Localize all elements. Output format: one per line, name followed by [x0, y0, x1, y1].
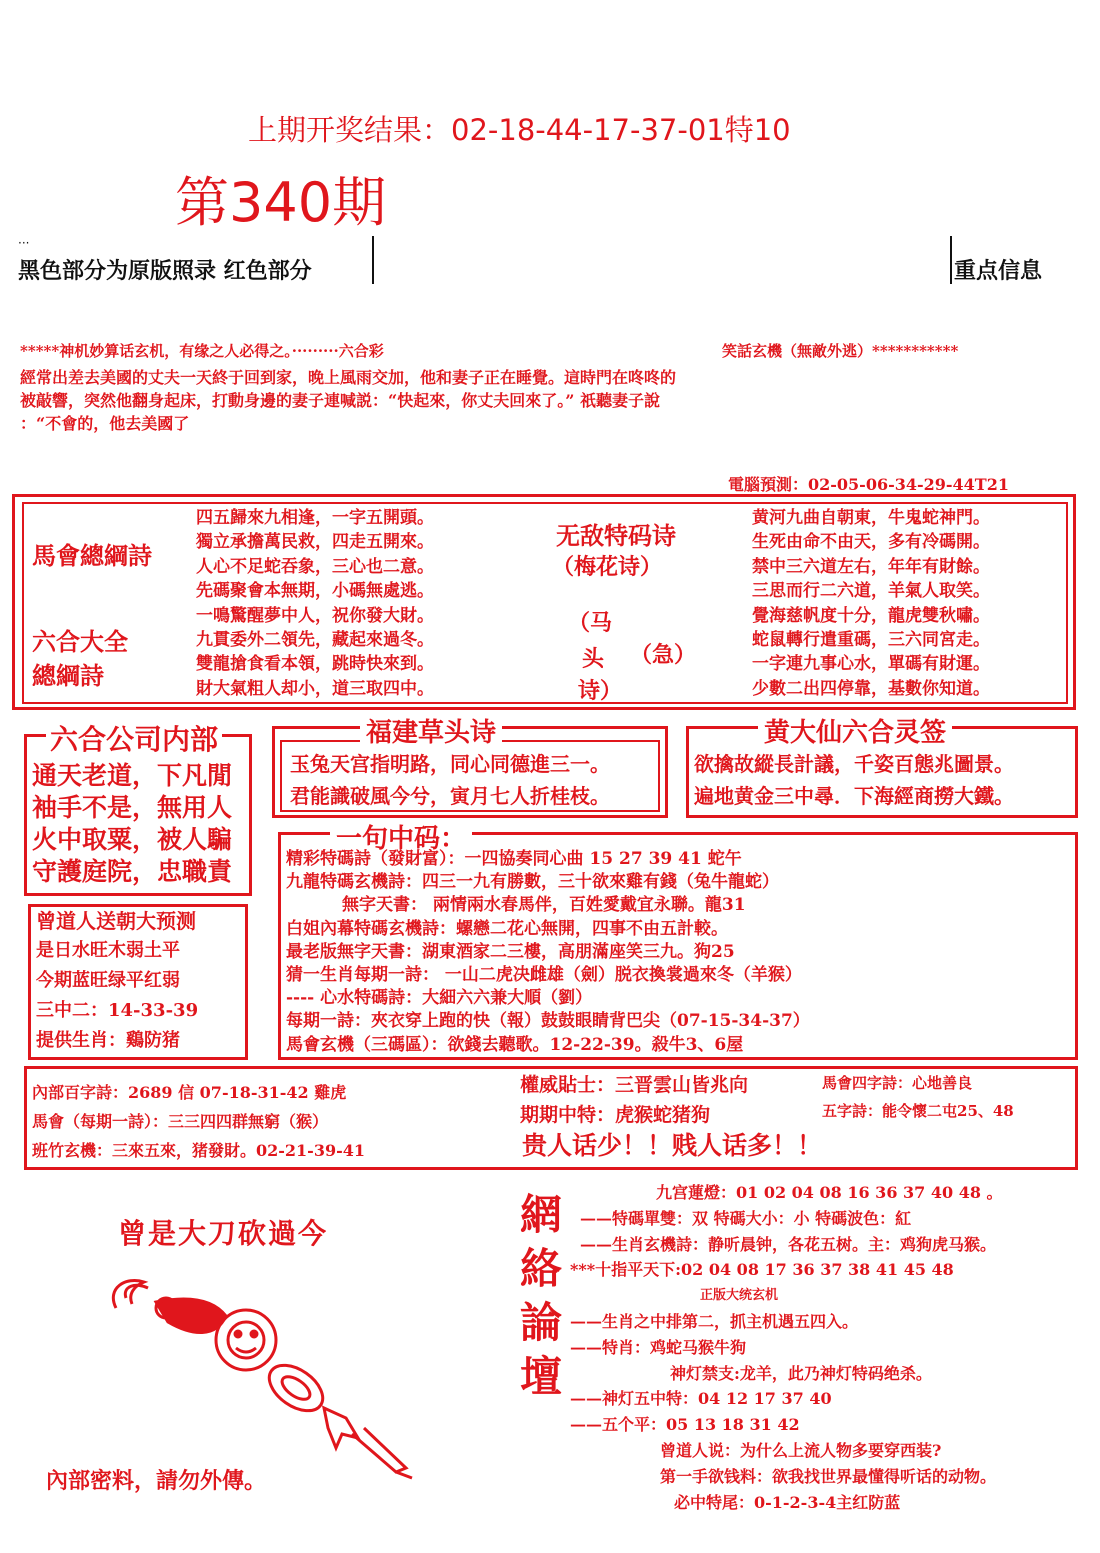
knife-illustration [96, 1268, 436, 1488]
center-tou: 头 [582, 646, 605, 672]
legend-redaction [372, 236, 952, 284]
forum-line: 必中特尾：0-1-2-3-4主红防蓝 [674, 1492, 901, 1512]
one-sentence-line: ---- 心水特碼詩：大細六六兼大順（劉） [286, 988, 593, 1009]
intro-line1-left: *****神机妙算话玄机，有缘之人必得之。·········六合彩 [20, 342, 384, 360]
intro-line1-right: 笑話玄機（無敵外逃）*********** [722, 342, 959, 360]
poem-line: 黄河九曲自朝東，牛鬼蛇神門。 [752, 508, 990, 528]
fujian-lines [290, 748, 610, 812]
forum-vertical-title: 網絡論壇 [520, 1190, 563, 1401]
center-shi: 诗） [578, 678, 623, 704]
company-line: 火中取粟，被人騙 [32, 825, 233, 854]
forum-line: 曾道人说：为什么上流人物多要穿西装? [660, 1440, 942, 1460]
authority-tip: 權威貼士：三晋雲山皆兆向 [520, 1074, 749, 1096]
forum-line: ——生肖玄機詩：静听晨钟，各花五树。主：鸡狗虎马猴。 [580, 1234, 997, 1254]
huangdaxian-lines [694, 748, 1014, 812]
one-sentence-line: 精彩特碼詩（發財富）：一四協奏同心曲 15 27 39 41 蛇午 [286, 849, 742, 869]
knife-title: 曾是大刀砍過今 [118, 1217, 329, 1250]
poem-line: 三思而行二六道，羊氣人取笑。 [752, 581, 990, 602]
one-sentence-line: 九龍特碼玄機詩：四三一九有勝數，三十欲來雞有錢（兔牛龍蛇） [286, 872, 779, 893]
poem-line: 禁中三六道左右，年年有財餘。 [752, 556, 990, 577]
four-char-poem: 馬會四字詩：心地善良 [822, 1074, 973, 1092]
fujian-line: 玉兔天宫指明路，同心同德進三一。 [290, 752, 610, 776]
issue-number: 第340期 [175, 171, 387, 234]
center-ji: （急） [630, 642, 697, 668]
last-result: 上期开奖结果：02-18-44-17-37-01特10 [248, 113, 791, 147]
legend-text: 黑色部分为原版照录 红色部分 [18, 259, 312, 284]
forum-line: ——五个平：05 13 18 31 42 [570, 1415, 800, 1435]
poem-line: 人心不足蛇吞象，三心也二意。 [196, 556, 434, 577]
poem-line: 覺海慈帆度十分，龍虎雙秋嘯。 [752, 605, 990, 626]
zengdaoren-line: 提供生肖：鷄防猪 [36, 1030, 180, 1051]
company-line: 袖手不是，無用人 [32, 793, 233, 822]
center-subtitle: （梅花诗） [552, 554, 663, 580]
forum-line: ***十指平天下:02 04 08 17 36 37 38 41 45 48 [570, 1260, 954, 1280]
zengdaoren-title: 曾道人送朝大预测 [36, 909, 196, 933]
one-sentence-line: 最老版無字天書：湖東酒家二三樓，高朋滿座笑三九。狗25 [286, 941, 735, 962]
one-sentence-line: 每期一詩：夾衣穿上跑的快（報）鼓鼓眼睛背巴尖（07-15-34-37） [286, 1011, 810, 1032]
zengdaoren-line: 三中二：14-33-39 [36, 1000, 199, 1021]
huangdaxian-line: 欲擒故縱長計議，千姿百態兆圖景。 [694, 752, 1014, 776]
forum-line: ——神灯五中特：04 12 17 37 40 [570, 1389, 832, 1409]
poem-line: 生死由命不由天，多有冷碼開。 [752, 532, 990, 553]
intro-line3: 被敲響，突然他翻身起床，打動身邊的妻子連喊説：“快起來，你丈夫回來了。” 祇聽妻子說 [20, 391, 660, 410]
poem-line: 一字連九事心水，單碼有財運。 [752, 654, 990, 675]
poem-line: 一鳴驚醒夢中人，祝你發大財。 [196, 605, 434, 626]
forum-line: 九宫蓮燈：01 02 04 08 16 36 37 40 48 。 [656, 1183, 1003, 1202]
poem-line: 雙龍搶食看本領，跳時快來到。 [196, 654, 434, 675]
one-sentence-title: 一句中码： [330, 818, 472, 855]
bottom-info-line: 馬會（每期一詩）：三三四四群無窮（猴） [32, 1112, 329, 1131]
poem-col-right [752, 506, 990, 701]
legend-end: 重点信息 [954, 259, 1043, 284]
huangdaxian-title: 黄大仙六合灵签 [758, 712, 952, 749]
forum-line: 神灯禁支:龙羊，此乃神灯特码绝杀。 [670, 1363, 932, 1383]
knife-footer: 內部密料，請勿外傳。 [46, 1469, 267, 1494]
forum-line: 第一手欲钱料：欲我找世界最懂得听话的动物。 [660, 1466, 997, 1486]
intro-line2: 經常出差去美國的丈夫一天終于回到家，晚上風雨交加，他和妻子正在睡覺。這時門在咚咚的 [20, 368, 677, 387]
bottom-info-left [32, 1078, 365, 1165]
company-title: 六合公司内部 [46, 718, 222, 758]
intro-line4: ：“不會的，他去美國了 [20, 414, 190, 433]
huangdaxian-line: 遍地黄金三中尋．下海經商撈大鐵。 [694, 784, 1014, 808]
zengdaoren-line: 是日水旺木弱土平 [36, 940, 180, 961]
poem-line: 先碼聚會本無期，小碼無處逃。 [196, 581, 434, 602]
company-lines [32, 760, 232, 888]
one-sentence-lines [286, 848, 810, 1057]
zengdaoren-line: 今期蓝旺绿平红弱 [36, 970, 180, 991]
forum-line: ——生肖之中排第二，抓主机遇五四入。 [570, 1311, 859, 1331]
five-char-poem: 五字詩：能令懷二屯25、48 [822, 1102, 1014, 1120]
forum-line: ——特碼單雙：双 特碼大小：小 特碼波色：紅 [580, 1208, 912, 1228]
poem-line: 蛇鼠轉行遣重碼，三六同宮走。 [752, 630, 990, 651]
center-ma: （马 [568, 610, 613, 636]
poem-label-liuhe: 六合大全 [32, 627, 128, 656]
center-title: 无敌特码诗 [556, 521, 676, 550]
slogan: 贵人话少！！贱人话多！！ [522, 1131, 823, 1160]
every-period: 期期中特：虎猴蛇猪狗 [520, 1104, 711, 1126]
poem-label-main: 馬會總綱詩 [32, 541, 152, 570]
poem-line: 九貫委外二領先，藏起來過冬。 [196, 630, 434, 651]
poem-line: 財大氣粗人却小，道三取四中。 [196, 678, 434, 699]
zengdaoren-content [36, 906, 198, 1056]
company-line: 守護庭院，忠職責 [32, 857, 233, 886]
forum-lines [570, 1180, 1003, 1515]
one-sentence-line: 白姐內幕特碼玄機詩：螺戀二花心無開，四事不由五計較。 [286, 918, 728, 939]
one-sentence-line: 馬會玄機（三碼區）：欲錢去聽歌。12-22-39。殺牛3、6屋 [286, 1034, 744, 1055]
one-sentence-line: 猜一生肖每期一詩： 一山二虎决雌雄（劍）脱衣換裳過來冬（羊猴） [286, 965, 802, 986]
forum-line: 正版大统玄机 [700, 1288, 779, 1304]
legend-partial-top: ··· [18, 236, 30, 250]
fujian-title: 福建草头诗 [360, 712, 502, 749]
one-sentence-line: 無字天書： 兩情兩水春馬伴，百姓愛戴宜永聯。龍31 [342, 895, 746, 916]
poem-label-gang: 總綱詩 [32, 661, 104, 690]
poem-line: 獨立承擔萬民救，四走五開來。 [196, 532, 434, 553]
poem-line: 少數二出四停靠，基數你知道。 [752, 678, 990, 699]
company-line: 通天老道，下凡閒 [32, 761, 233, 790]
computer-prediction: 電腦預測：02-05-06-34-29-44T21 [728, 475, 1009, 494]
poem-line: 四五歸來九相逢，一字五開頭。 [196, 508, 434, 528]
fujian-line: 君能識破風今兮，寅月七人折桂枝。 [290, 784, 610, 808]
bottom-info-line: 內部百字詩：2689 信 07-18-31-42 雞虎 [32, 1083, 347, 1102]
forum-line: ——特肖：鸡蛇马猴牛狗 [570, 1337, 747, 1357]
bottom-info-line: 班竹玄機：三來五來，猪發財。02-21-39-41 [32, 1141, 365, 1160]
poem-col-left [196, 506, 434, 701]
